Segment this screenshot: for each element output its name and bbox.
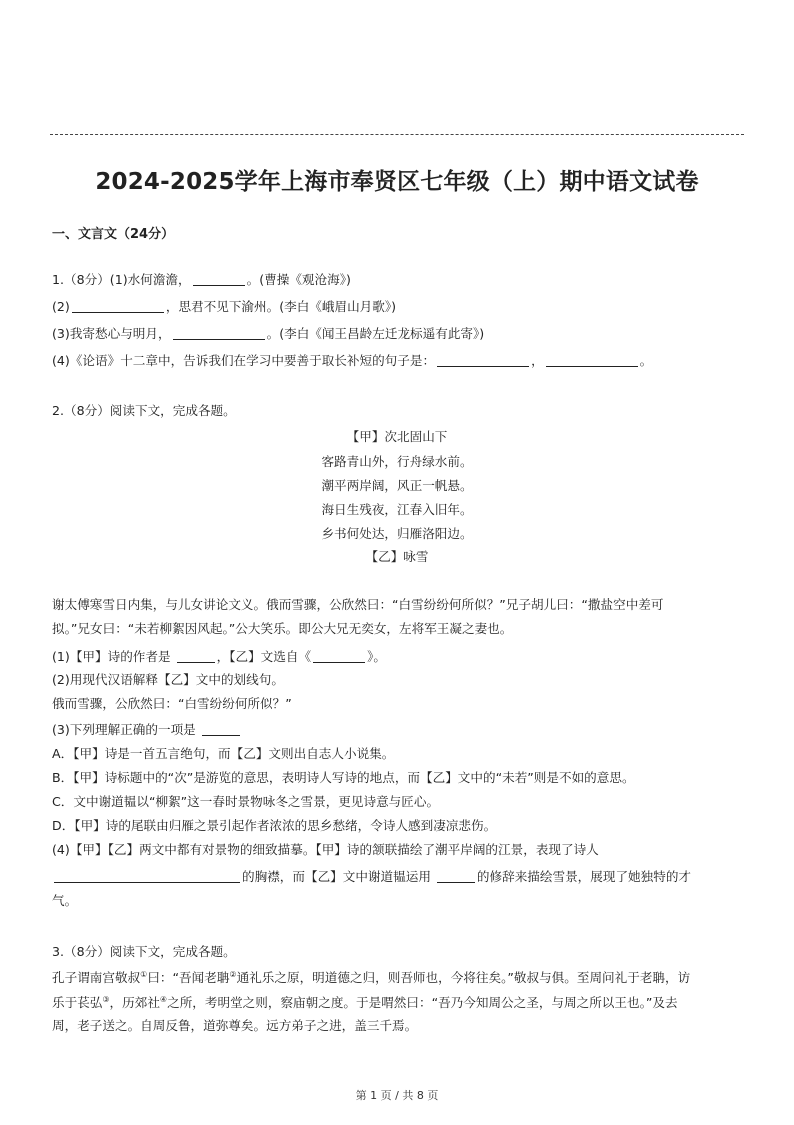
answer-blank[interactable] bbox=[202, 723, 240, 736]
q3-para-line: 乐于苌弘③，历郊社④之所，考明堂之则，察庙朝之度。于是喟然曰：“吾乃今知周公之圣，与周之所以王也。”及去 bbox=[52, 995, 678, 1011]
q2-heading: 2.（8分）阅读下文，完成各题。 bbox=[52, 403, 236, 418]
poem-line: 潮平两岸阔，风正一帆悬。 bbox=[321, 478, 473, 493]
footnote-marker: ③ bbox=[102, 995, 110, 1004]
q2-sub4-end: 气。 bbox=[52, 893, 78, 908]
q2-sub4-cont: 的胸襟，而【乙】文中谢道韫运用 的修辞来描绘雪景，展现了她独特的才 bbox=[52, 870, 691, 884]
option-c: C．文中谢道韫以“柳絮”这一春时景物咏冬之雪景，更见诗意与匠心。 bbox=[52, 794, 440, 809]
page-footer: 第 1 页 / 共 8 页 bbox=[355, 1089, 439, 1102]
answer-blank[interactable] bbox=[437, 870, 475, 883]
answer-blank[interactable] bbox=[437, 354, 529, 367]
prose-line: 谢太傅寒雪日内集，与儿女讲论文义。俄而雪骤，公欣然曰：“白雪纷纷何所似？”兄子胡儿曰：“撒盐空中差可 bbox=[52, 597, 664, 612]
q3-para-line: 孔子谓南宫敬叔①曰：“吾闻老聃②通礼乐之原，明道德之归，则吾师也，今将往矣。”敬叔与俱。至周问礼于老聃，访 bbox=[52, 970, 691, 986]
footnote-marker: ② bbox=[229, 970, 237, 979]
poem-line: 乡书何处达，归雁洛阳边。 bbox=[321, 526, 473, 541]
q2-sub2-quote: 俄而雪骤，公欣然曰：“白雪纷纷何所似？” bbox=[52, 696, 292, 711]
poem-title: 【甲】次北固山下 bbox=[346, 429, 448, 444]
option-a: A．【甲】诗是一首五言绝句，而【乙】文则出自志人小说集。 bbox=[52, 746, 395, 761]
q3-heading: 3.（8分）阅读下文，完成各题。 bbox=[52, 944, 236, 959]
answer-blank[interactable] bbox=[54, 870, 240, 883]
section-heading: 一、文言文（24分） bbox=[52, 227, 175, 242]
answer-blank[interactable] bbox=[193, 273, 245, 286]
q2-sub3: (3)下列理解正确的一项是 bbox=[52, 723, 242, 737]
footnote-marker: ④ bbox=[159, 995, 168, 1004]
option-b: B．【甲】诗标题中的“次”是游览的意思，表明诗人写诗的地点，而【乙】文中的“未若”则是不如的意思。 bbox=[52, 770, 635, 785]
q1-line4: (4)《论语》十二章中，告诉我们在学习中要善于取长补短的句子是： ， 。 bbox=[52, 353, 653, 368]
poem-line: 海日生残夜，江春入旧年。 bbox=[321, 502, 473, 517]
prose-line: 拟。”兄女曰：“未若柳絮因风起。”公大笑乐。即公大兄无奕女，左将军王凝之妻也。 bbox=[52, 621, 513, 636]
q3-para-line: 周，老子送之。自周反鲁，道弥尊矣。远方弟子之进，盖三千焉。 bbox=[52, 1018, 418, 1033]
answer-blank[interactable] bbox=[313, 650, 365, 663]
q2-sub2: (2)用现代汉语解释【乙】文中的划线句。 bbox=[52, 672, 284, 687]
answer-blank[interactable] bbox=[177, 650, 215, 663]
q1-line1: 1.（8分）(1)水何澹澹， 。(曹操《观沧海》) bbox=[52, 272, 351, 287]
q2-sub1: (1)【甲】诗的作者是 ，【乙】文选自《 》。 bbox=[52, 649, 386, 664]
header-dashed-line bbox=[50, 134, 744, 135]
footnote-marker: ① bbox=[140, 970, 148, 979]
answer-blank[interactable] bbox=[72, 300, 164, 313]
option-d: D．【甲】诗的尾联由归雁之景引起作者浓浓的思乡愁绪，令诗人感到凄凉悲伤。 bbox=[52, 818, 497, 833]
q2-sub4: (4)【甲】【乙】两文中都有对景物的细致描摹。【甲】诗的颔联描绘了潮平岸阔的江景，表现了诗人 bbox=[52, 842, 599, 857]
page-title: 2024-2025学年上海市奉贤区七年级（上）期中语文试卷 bbox=[95, 169, 699, 195]
answer-blank[interactable] bbox=[546, 354, 638, 367]
poem-line: 客路青山外，行舟绿水前。 bbox=[321, 454, 473, 469]
q1-line2: (2) ，思君不见下渝州。(李白《峨眉山月歌》) bbox=[52, 299, 397, 314]
q1-line3: (3)我寄愁心与明月， 。(李白《闻王昌龄左迁龙标遥有此寄》) bbox=[52, 326, 485, 341]
answer-blank[interactable] bbox=[173, 327, 265, 340]
prose-title: 【乙】咏雪 bbox=[365, 549, 429, 564]
